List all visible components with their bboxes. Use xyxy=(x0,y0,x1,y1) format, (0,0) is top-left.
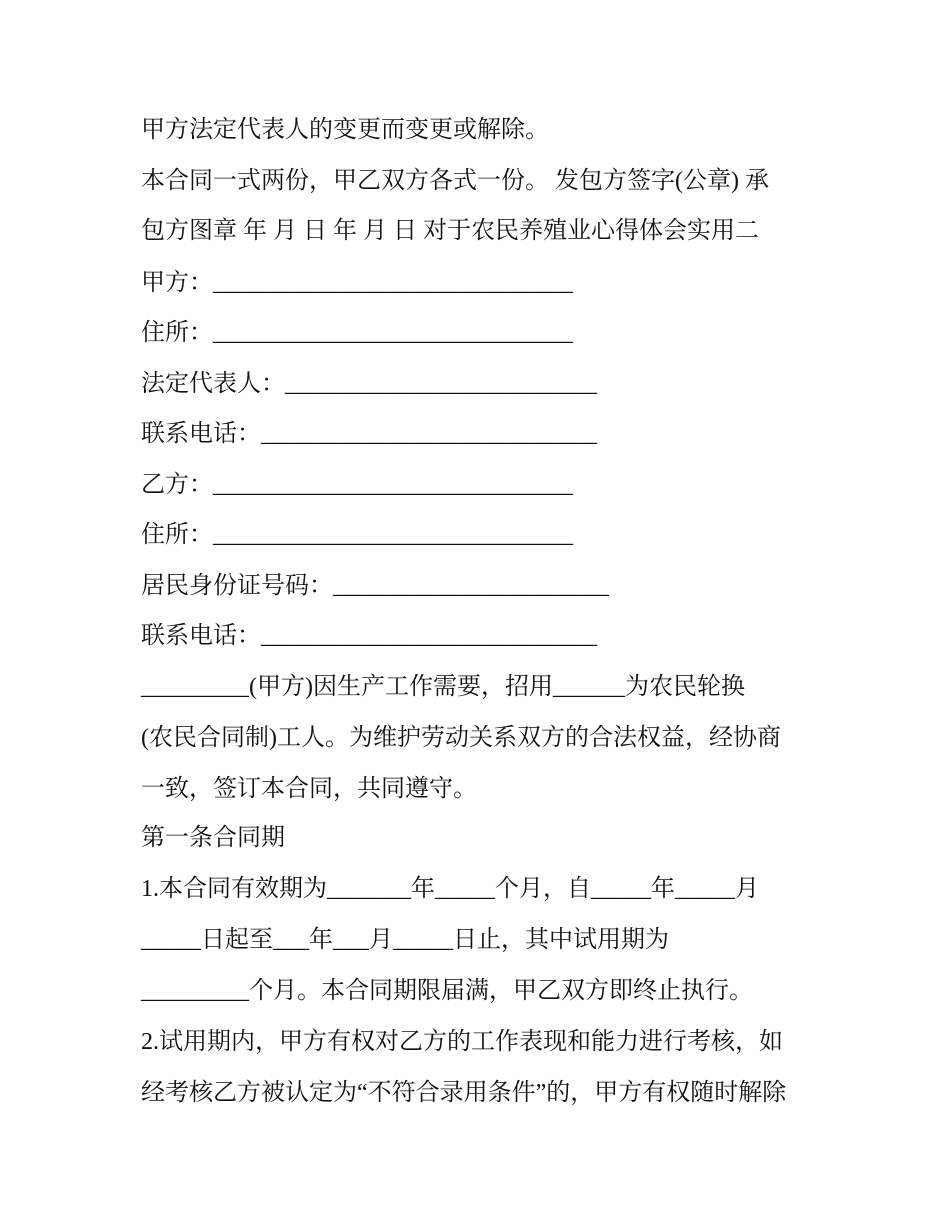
text-line: 一致，签订本合同，共同遵守。 xyxy=(141,776,477,802)
section-heading: 第一条合同期 xyxy=(141,825,285,851)
party-a-phone-field: 联系电话：____________________________ xyxy=(141,421,597,447)
text-line: 2.试用期内，甲方有权对乙方的工作表现和能力进行考核，如 xyxy=(141,1029,783,1055)
text-line: _________(甲方)因生产工作需要，招用______为农民轮换 xyxy=(141,674,745,700)
party-b-field: 乙方：______________________________ xyxy=(141,472,573,498)
id-number-field: 居民身份证号码：_______________________ xyxy=(141,573,609,599)
text-line: _________个月。本合同期限届满，甲乙双方即终止执行。 xyxy=(141,978,753,1004)
party-b-address-field: 住所：______________________________ xyxy=(141,522,573,548)
party-a-field: 甲方：______________________________ xyxy=(141,270,573,296)
text-line: 本合同一式两份，甲乙双方各式一份。 发包方签字(公章) 承 xyxy=(141,168,769,194)
text-line: (农民合同制)工人。为维护劳动关系双方的合法权益，经协商 xyxy=(141,725,781,751)
party-b-phone-field: 联系电话：____________________________ xyxy=(141,623,597,649)
text-line: _____日起至___年___月_____日止，其中试用期为 xyxy=(141,927,669,953)
text-line: 甲方法定代表人的变更而变更或解除。 xyxy=(141,117,549,143)
text-line: 经考核乙方被认定为“不符合录用条件”的，甲方有权随时解除 xyxy=(141,1080,787,1106)
party-a-address-field: 住所：______________________________ xyxy=(141,320,573,346)
text-line: 包方图章 年 月 日 年 月 日 对于农民养殖业心得体会实用二 xyxy=(141,218,759,244)
legal-representative-field: 法定代表人：__________________________ xyxy=(141,371,597,397)
text-line: 1.本合同有效期为_______年_____个月，自_____年_____月 xyxy=(141,876,759,902)
